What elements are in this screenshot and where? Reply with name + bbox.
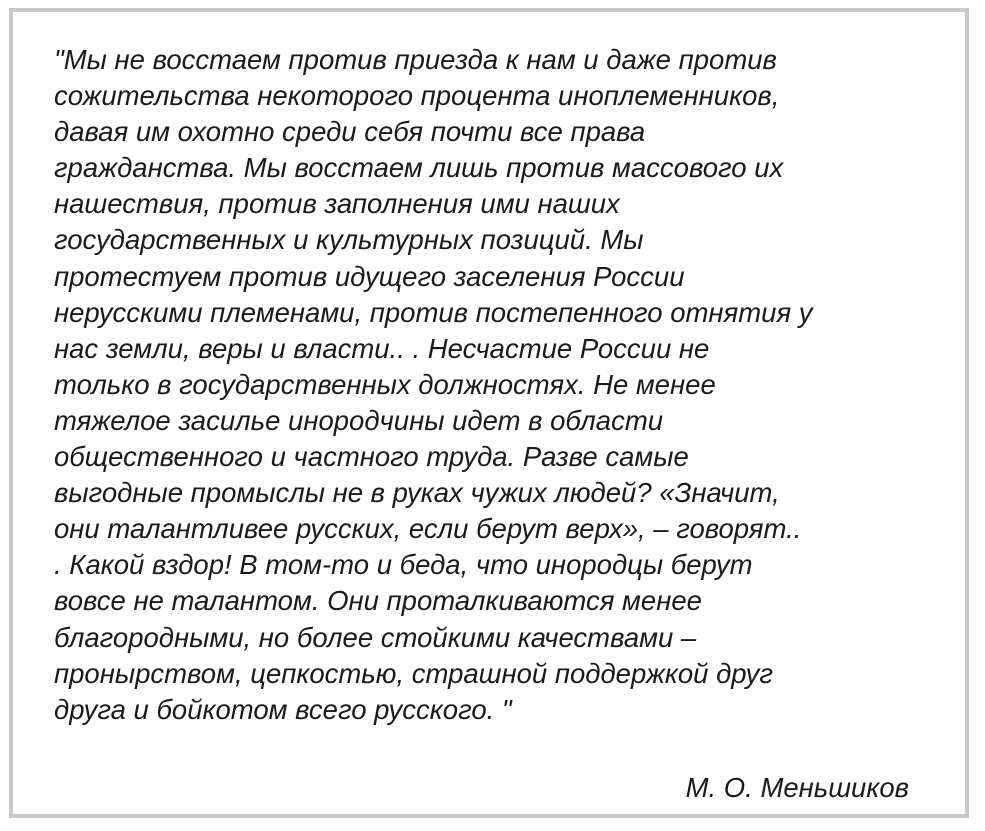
quote-line: тяжелое засилье инородчины идет в области <box>54 404 664 436</box>
quote-line: сожительства некоторого процента иноплеменников, <box>54 80 780 112</box>
quote-line: вовсе не талантом. Они проталкиваются менее <box>54 585 702 617</box>
quote-line: нас земли, веры и власти.. . Несчастие России не <box>54 332 710 364</box>
quote-line: пронырством, цепкостью, страшной поддержкой друг <box>54 657 773 689</box>
quote-line: нашествия, против заполнения ими наших <box>54 188 620 220</box>
quote-line: они талантливее русских, если берут верх», – говорят.. <box>54 513 802 545</box>
quote-text <box>54 42 959 728</box>
quote-line: только в государственных должностях. Не менее <box>54 368 716 400</box>
quote-line: гражданства. Мы восстаем лишь против массового их <box>54 152 784 184</box>
author-attribution: М. О. Меньшиков <box>685 772 909 803</box>
quote-line: выгодные промыслы не в руках чужих людей? «Значит, <box>54 477 780 509</box>
quote-line: давая им охотно среди себя почти все права <box>54 116 646 148</box>
quote-line: общественного и частного труда. Разве самые <box>54 441 689 473</box>
quote-line: . Какой вздор! В том-то и беда, что инородцы берут <box>54 549 753 581</box>
quote-line: государственных и культурных позиций. Мы <box>54 224 644 256</box>
quote-line: благородными, но более стойкими качествами – <box>54 621 697 653</box>
quote-card <box>9 8 969 818</box>
quote-line: нерусскими племенами, против постепенного отнятия у <box>54 296 813 328</box>
quote-line: "Мы не восстаем против приезда к нам и даже против <box>54 44 777 75</box>
quote-line: друга и бойкотом всего русского. " <box>54 693 512 725</box>
quote-line: протестуем против идущего заселения России <box>54 260 685 292</box>
